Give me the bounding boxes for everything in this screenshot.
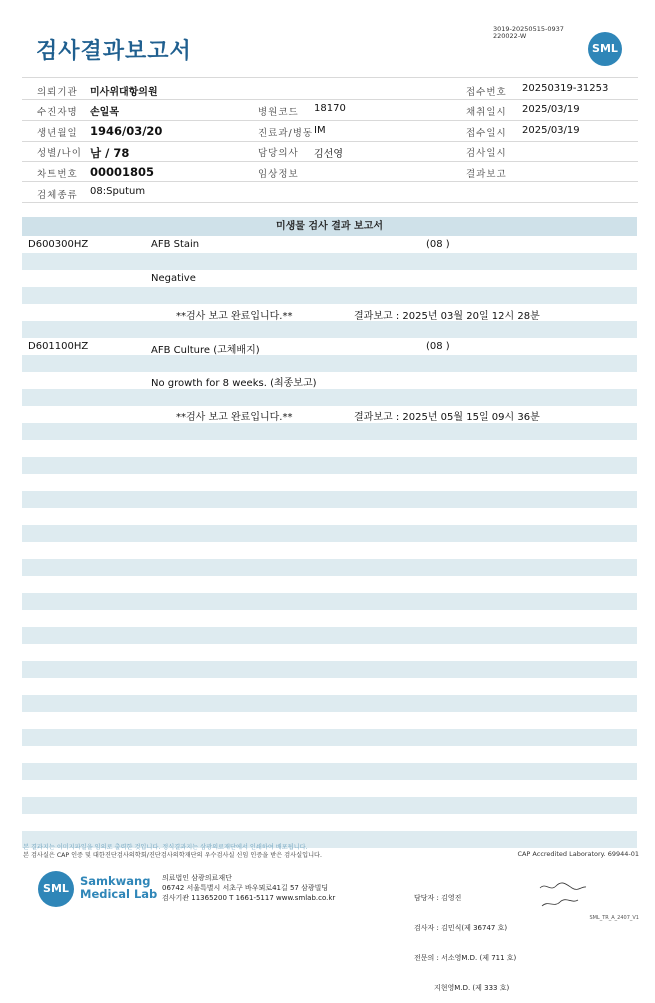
doctor-label: 담당의사 [258, 148, 299, 159]
test-code: D600300HZ [28, 239, 89, 250]
row-band [22, 321, 637, 338]
test-result: Negative [151, 273, 196, 284]
row-band [22, 695, 637, 712]
divider [22, 202, 638, 203]
report-complete-text: **검사 보고 완료입니다.** [176, 311, 293, 322]
brand-line-1: Samkwang [80, 874, 151, 888]
collection-date-value: 2025/03/19 [522, 104, 580, 115]
brand-line-2: Medical Lab [80, 887, 158, 901]
divider [22, 181, 638, 182]
dob-label: 생년월일 [37, 128, 78, 139]
footer-disclaimer: 본 결과지는 이미지파일을 임의로 출력한 것입니다. 정식결과지는 삼광의료재단에서 인쇄하여 배포됩니다. [23, 844, 308, 851]
cap-accreditation: CAP Accredited Laboratory. 69944-01 [517, 850, 639, 858]
row-band [22, 525, 637, 542]
specimen-value: 08:Sputum [90, 186, 146, 197]
collection-date-label: 채취일시 [466, 107, 507, 118]
row-band [22, 287, 637, 304]
test-name: AFB Culture (고체배지) [151, 345, 260, 356]
requesting-institution-label: 의뢰기관 [37, 87, 78, 98]
row-band [22, 491, 637, 508]
document-id [493, 26, 564, 40]
row-band [22, 423, 637, 440]
sml-logo-icon: SML [588, 32, 622, 66]
doctor-value: 김선영 [314, 149, 343, 160]
hospital-code-label: 병원코드 [258, 107, 299, 118]
signature-icon [538, 880, 588, 910]
sex-age-value: 남 / 78 [90, 146, 130, 160]
row-band [22, 797, 637, 814]
form-code: SML_TR_A_2407_V1 [589, 915, 639, 921]
report-datetime: 결과보고 : 2025년 05월 15일 09시 36분 [354, 412, 540, 423]
requesting-institution-value: 미사위대항의원 [90, 87, 158, 98]
sex-age-label: 성별/나이 [37, 148, 82, 159]
row-band [22, 661, 637, 678]
result-report-label: 결과보고 [466, 169, 507, 180]
patient-label: 수진자명 [37, 107, 78, 118]
report-datetime: 결과보고 : 2025년 03월 20일 12시 28분 [354, 311, 540, 322]
row-band [22, 559, 637, 576]
divider [22, 99, 638, 100]
page-title: 검사결과보고서 [36, 39, 192, 64]
chart-no-value: 00001805 [90, 165, 155, 179]
row-band [22, 729, 637, 746]
staff-tester: 검사자 : 김민식(제 36747 호) [414, 924, 508, 932]
document-id-line-1: 3019-20250515-0937 [493, 25, 564, 33]
dept-value: IM [314, 125, 326, 136]
lab-address-block [162, 873, 335, 903]
divider [22, 161, 638, 162]
row-band [22, 763, 637, 780]
brand-name [80, 875, 157, 901]
report-complete-text: **검사 보고 완료입니다.** [176, 412, 293, 423]
dob-value: 1946/03/20 [90, 124, 163, 138]
results-section-title: 미생물 검사 결과 보고서 [22, 217, 637, 236]
test-name: AFB Stain [151, 239, 200, 250]
test-date-label: 검사일시 [466, 148, 507, 159]
divider [22, 141, 638, 142]
receipt-date-value: 2025/03/19 [522, 125, 580, 136]
row-band [22, 389, 637, 406]
receipt-date-label: 접수일시 [466, 128, 507, 139]
receipt-no-label: 접수번호 [466, 87, 507, 98]
staff-specialist-1: 전문의 : 서소영M.D. (제 711 호) [414, 954, 517, 962]
clinical-info-label: 임상정보 [258, 169, 299, 180]
specimen-label: 검체종류 [37, 190, 78, 201]
row-band [22, 253, 637, 270]
org-name: 의료법인 삼광의료재단 [162, 874, 232, 882]
row-band [22, 457, 637, 474]
hospital-code-value: 18170 [314, 103, 346, 114]
receipt-no-value: 20250319-31253 [522, 83, 609, 94]
divider [22, 77, 638, 78]
contact: 검사기관 11365200 T 1661-5117 www.smlab.co.kr [162, 894, 336, 902]
test-code: D601100HZ [28, 341, 89, 352]
staff-block [414, 873, 516, 1003]
row-band [22, 627, 637, 644]
staff-manager: 담당자 : 김영진 [414, 894, 462, 902]
divider [22, 120, 638, 121]
test-specimen: (08 ) [426, 239, 450, 250]
test-result: No growth for 8 weeks. (최종보고) [151, 378, 317, 389]
document-id-line-2: 220022-W [493, 32, 527, 40]
test-specimen: (08 ) [426, 341, 450, 352]
address: 06742 서울특별시 서초구 바우뫼로41길 57 삼광빌딩 [162, 884, 329, 892]
sml-logo-icon: SML [38, 871, 74, 907]
patient-value: 손일목 [90, 107, 119, 118]
dept-label: 진료과/병동 [258, 128, 314, 139]
row-band [22, 355, 637, 372]
chart-no-label: 차트번호 [37, 169, 78, 180]
footer-accreditation-note: 본 검사실은 CAP 인증 및 대한진단검사의학회/진단검사의학재단의 우수검사실 신임 인증을 받은 검사실입니다. [23, 852, 322, 859]
row-band [22, 593, 637, 610]
staff-specialist-2: 지현영M.D. (제 333 호) [414, 984, 510, 992]
